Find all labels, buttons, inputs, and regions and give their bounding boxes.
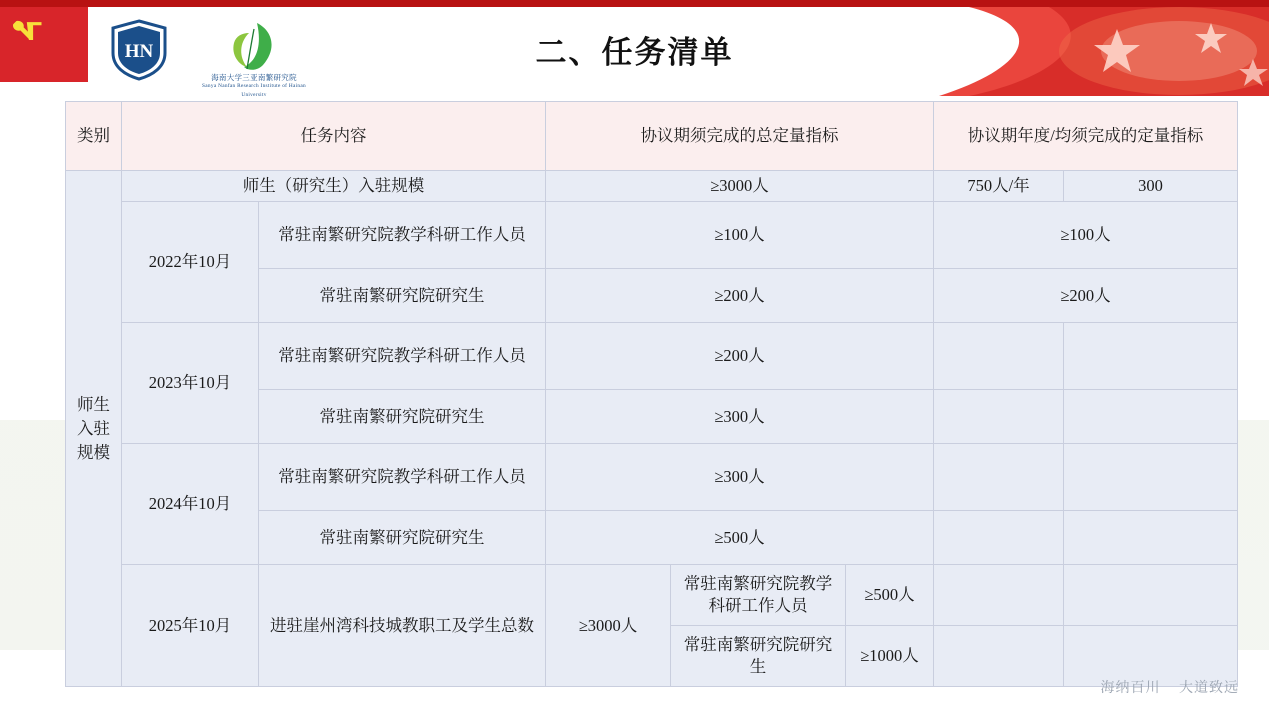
table-row: [66, 565, 1238, 626]
page-title: 二、任务清单: [535, 35, 734, 70]
row-period: 2025年10月: [122, 565, 259, 687]
row-content: 师生（研究生）入驻规模: [122, 171, 546, 202]
row-annual-blank2: [1064, 565, 1238, 626]
institute-name-cn: 海南大学三亚南繁研究院: [211, 73, 297, 82]
table-header-row: [66, 102, 1238, 171]
col-header-annual: 协议期年度/均须完成的定量指标: [934, 102, 1238, 171]
row-annual-b: 300: [1064, 171, 1238, 202]
row-sub-value: ≥1000人: [846, 626, 934, 687]
row-total: ≥200人: [546, 323, 934, 390]
row-total: ≥500人: [546, 511, 934, 565]
row-annual: ≥100人: [934, 202, 1238, 269]
col-header-category: 类别: [66, 102, 122, 171]
table-body: [66, 171, 1238, 687]
row-total: ≥100人: [546, 202, 934, 269]
row-period: 2023年10月: [122, 323, 259, 444]
slide-header: [0, 7, 1269, 96]
row-annual-blank: [934, 323, 1064, 390]
table-row: [66, 444, 1238, 511]
slide-footer: [1101, 677, 1240, 697]
row-annual-blank2: [1064, 511, 1238, 565]
institute-name-en: Sanya Nanfan Research Institute of Hainan University: [202, 83, 306, 96]
category-label: 师生 入驻 规模: [77, 394, 110, 462]
row-total: ≥3000人: [546, 565, 671, 687]
row-sub-label: 常驻南繁研究院研究生: [671, 626, 846, 687]
table-header: [66, 102, 1238, 171]
row-content: 常驻南繁研究院教学科研工作人员: [259, 323, 546, 390]
row-annual-blank: [934, 444, 1064, 511]
row-total: ≥3000人: [546, 171, 934, 202]
row-annual-blank2: [1064, 323, 1238, 390]
row-annual-blank: [934, 565, 1064, 626]
footer-text-1: 海纳百川: [1100, 681, 1161, 696]
row-content: 常驻南繁研究院研究生: [259, 390, 546, 444]
row-content: 常驻南繁研究院研究生: [259, 269, 546, 323]
col-header-total: 协议期须完成的总定量指标: [546, 102, 934, 171]
row-annual-blank2: [1064, 390, 1238, 444]
row-period: 2024年10月: [122, 444, 259, 565]
top-accent-bar: [0, 0, 1269, 7]
table-row: [66, 171, 1238, 202]
table-row: [66, 202, 1238, 269]
row-period: 2022年10月: [122, 202, 259, 323]
row-content: 常驻南繁研究院研究生: [259, 511, 546, 565]
task-table: [65, 101, 1238, 687]
category-cell: [66, 171, 122, 687]
row-annual-blank2: [1064, 444, 1238, 511]
row-total: ≥300人: [546, 444, 934, 511]
row-annual-blank: [934, 390, 1064, 444]
background-photo-left: [0, 420, 70, 650]
row-content: 常驻南繁研究院教学科研工作人员: [259, 202, 546, 269]
row-total: ≥200人: [546, 269, 934, 323]
row-sub-value: ≥500人: [846, 565, 934, 626]
svg-text:HN: HN: [124, 41, 154, 62]
row-total: ≥300人: [546, 390, 934, 444]
row-annual-blank: [934, 511, 1064, 565]
footer-text-2: 大道致远: [1179, 681, 1239, 696]
row-annual: ≥200人: [934, 269, 1238, 323]
table-row: [66, 323, 1238, 390]
row-annual-a: 750人/年: [934, 171, 1064, 202]
task-table-container: [65, 101, 1237, 687]
row-sub-label: 常驻南繁研究院教学科研工作人员: [671, 565, 846, 626]
row-annual-blank: [934, 626, 1064, 687]
col-header-content: 任务内容: [122, 102, 546, 171]
row-content: 进驻崖州湾科技城教职工及学生总数: [259, 565, 546, 687]
row-content: 常驻南繁研究院教学科研工作人员: [259, 444, 546, 511]
